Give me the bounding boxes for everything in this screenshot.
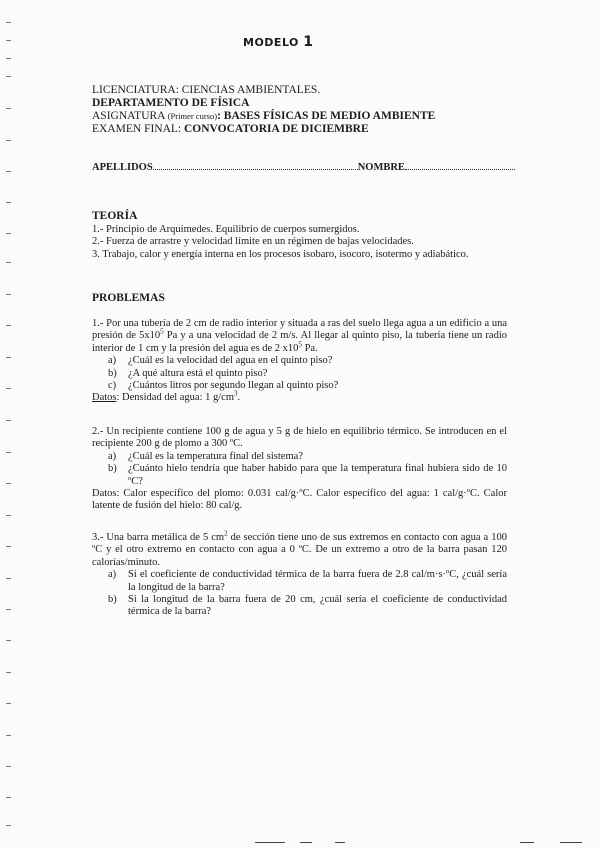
surname-label: APELLIDOS — [92, 162, 153, 173]
model-title — [243, 34, 314, 50]
name-label: NOMBRE — [357, 162, 405, 173]
problem-1-question: c) ¿Cuántos litros por segundo llegan al quinto piso? — [108, 380, 339, 392]
header-subject: ASIGNATURA (Primer curso): BASES FÍSICAS DE MEDIO AMBIENTE — [92, 110, 436, 122]
header-exam: EXAMEN FINAL: CONVOCATORIA DE DICIEMBRE — [92, 123, 369, 135]
problem-2-data: Datos: Calor específico del plomo: 0.031 cal/g·ºC. Calor específico del agua: 1 cal/g·ºC. Calor latente de fusión del hielo: 80 cal/g. — [92, 488, 507, 512]
header-degree: LICENCIATURA: CIENCIAS AMBIENTALES. — [92, 84, 321, 96]
problem-3-question: a) Si el coeficiente de conductividad térmica de la barra fuera de 2.8 cal/m·s·ºC, ¿cuál sería la longitud de la barra? — [108, 569, 507, 593]
problem-3-question: b) Si la longitud de la barra fuera de 20 cm, ¿cuál sería el coeficiente de conductividad térmica de la barra? — [108, 594, 507, 618]
problem-3 — [92, 529, 507, 619]
surname-field[interactable] — [153, 160, 358, 170]
theory-item: 3. Trabajo, calor y energía interna en los procesos isobaro, isocoro, isotermo y adiabático. — [92, 248, 469, 260]
problem-2-question: b) ¿Cuánto hielo tendría que haber habido para que la temperatura final hubiera sido de 10 ºC? — [108, 463, 507, 487]
theory-item: 1.- Principio de Arquímedes. Equilibrio de cuerpos sumergidos. — [92, 224, 360, 235]
theory-item: 2.- Fuerza de arrastre y velocidad límite en un régimen de bajas velocidades. — [92, 236, 414, 248]
name-field[interactable] — [405, 160, 515, 170]
theory-list — [92, 224, 507, 261]
problems-title: PROBLEMAS — [92, 292, 165, 304]
problem-1-question: a) ¿Cuál es la velocidad del agua en el quinto piso? — [108, 355, 333, 367]
scan-edge-marks — [0, 840, 600, 846]
model-label: MODELO — [243, 36, 299, 49]
problem-3-statement: 3.- Una barra metálica de 5 $cm^2$ de sección tiene uno de sus extremos en contacto con agua a 100 ºC y el otro extremo en contacto con agua a 0 ºC. De un extremo a otro de la barra pasan 120 calorías/minuto. — [92, 529, 507, 568]
header-department: DEPARTAMENTO DE FÍSICA — [92, 97, 250, 109]
student-name-line — [92, 160, 515, 173]
problem-1 — [92, 318, 507, 405]
problem-1-data: Datos: Densidad del agua: 1 $g/cm^3$. — [92, 389, 241, 404]
problem-2-statement: 2.- Un recipiente contiene 100 g de agua y 5 g de hielo en equilibrio térmico. Se introducen en el recipiente 200 g de plomo a 300 ºC. — [92, 426, 507, 450]
theory-title: TEORÍA — [92, 210, 138, 222]
problem-2-question: a) ¿Cuál es la temperatura final del sistema? — [108, 450, 303, 462]
problem-1-statement: 1.- Por una tubería de 2 cm de radio interior y situada a ras del suelo llega agua a un edificio a una presión de $5x10^5$ Pa y a una velocidad de 2 m/s. Al llegar al quinto piso, la tubería tiene un radio interior de 1 cm y la presión del agua es de 2 $x10^5$ Pa. — [92, 318, 507, 354]
model-number: 1 — [303, 34, 314, 50]
problem-1-question: b) ¿A qué altura está el quinto piso? — [108, 367, 268, 379]
problem-2 — [92, 426, 507, 513]
